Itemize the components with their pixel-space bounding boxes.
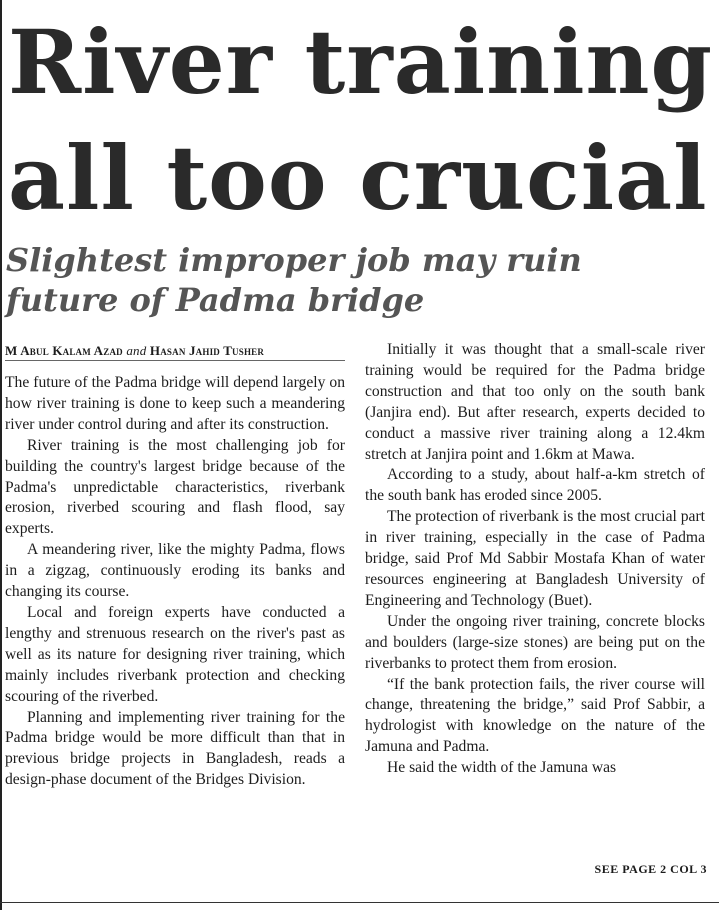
continuation-jump-line: SEE PAGE 2 COL 3: [594, 862, 707, 876]
paragraph: River training is the most challenging job for building the country's largest bridge because of the Padma's unpredictable characteristics, riverbank erosion, riverbed scouring and flash flood, say experts.: [5, 436, 345, 538]
paragraph: Planning and implementing river training for the Padma bridge would be more difficult than that in previous bridge projects in Bangladesh, reads a design-phase document of the Bridges Division.: [5, 708, 345, 789]
headline-line-1: River training: [8, 10, 714, 114]
byline-author-1: M Abul Kalam Azad: [5, 343, 123, 358]
paragraph: Initially it was thought that a small-scale river training would be required for the Padma bridge construction and that too only on the south bank (Janjira end). But after research, experts decided to conduct a massive river training along a 12.4km stretch at Janjira point and 1.6km at Mawa.: [365, 341, 705, 463]
headline-line-2: all too crucial: [8, 126, 708, 230]
article-column-left: [5, 339, 345, 791]
paragraph: Under the ongoing river training, concrete blocks and boulders (large-size stones) are being put on the riverbanks to protect them from erosion.: [365, 612, 705, 672]
paragraph: According to a study, about half-a-km stretch of the south bank has eroded since 2005.: [365, 466, 705, 505]
byline-and: and: [126, 343, 147, 358]
paragraph: Local and foreign experts have conducted a lengthy and strenuous research on the river's past as well as its nature for designing river training, which mainly includes riverbank protection and checking scouring of the riverbed.: [5, 603, 345, 705]
subheadline: [6, 240, 606, 320]
subheadline-line-2: future of Padma bridge: [6, 281, 425, 319]
left-border-rule: [0, 0, 2, 910]
paragraph: A meandering river, like the mighty Padma, flows in a zigzag, continuously eroding its banks and changing its course.: [5, 541, 345, 601]
paragraph: “If the bank protection fails, the river course will change, threatening the bridge,” said Prof Sabbir, a hydrologist with knowledge on the nature of the Jamuna and Padma.: [365, 675, 705, 756]
paragraph: He said the width of the Jamuna was: [387, 759, 617, 777]
paragraph: The future of the Padma bridge will depend largely on how river training is done to keep such a meandering river under control during and after its construction.: [5, 374, 345, 433]
byline: [5, 344, 345, 361]
byline-author-2: Hasan Jahid Tusher: [149, 343, 265, 358]
subheadline-line-1: Slightest improper job may ruin: [6, 241, 582, 279]
bottom-rule: [0, 902, 719, 903]
paragraph: The protection of riverbank is the most crucial part in river training, especially in the case of Padma bridge, said Prof Md Sabbir Mostafa Khan of water resources engineering at Bangladesh University of Engineering and Technology (Buet).: [365, 508, 705, 609]
article-column-right: [365, 340, 705, 779]
headline: [8, 4, 714, 236]
